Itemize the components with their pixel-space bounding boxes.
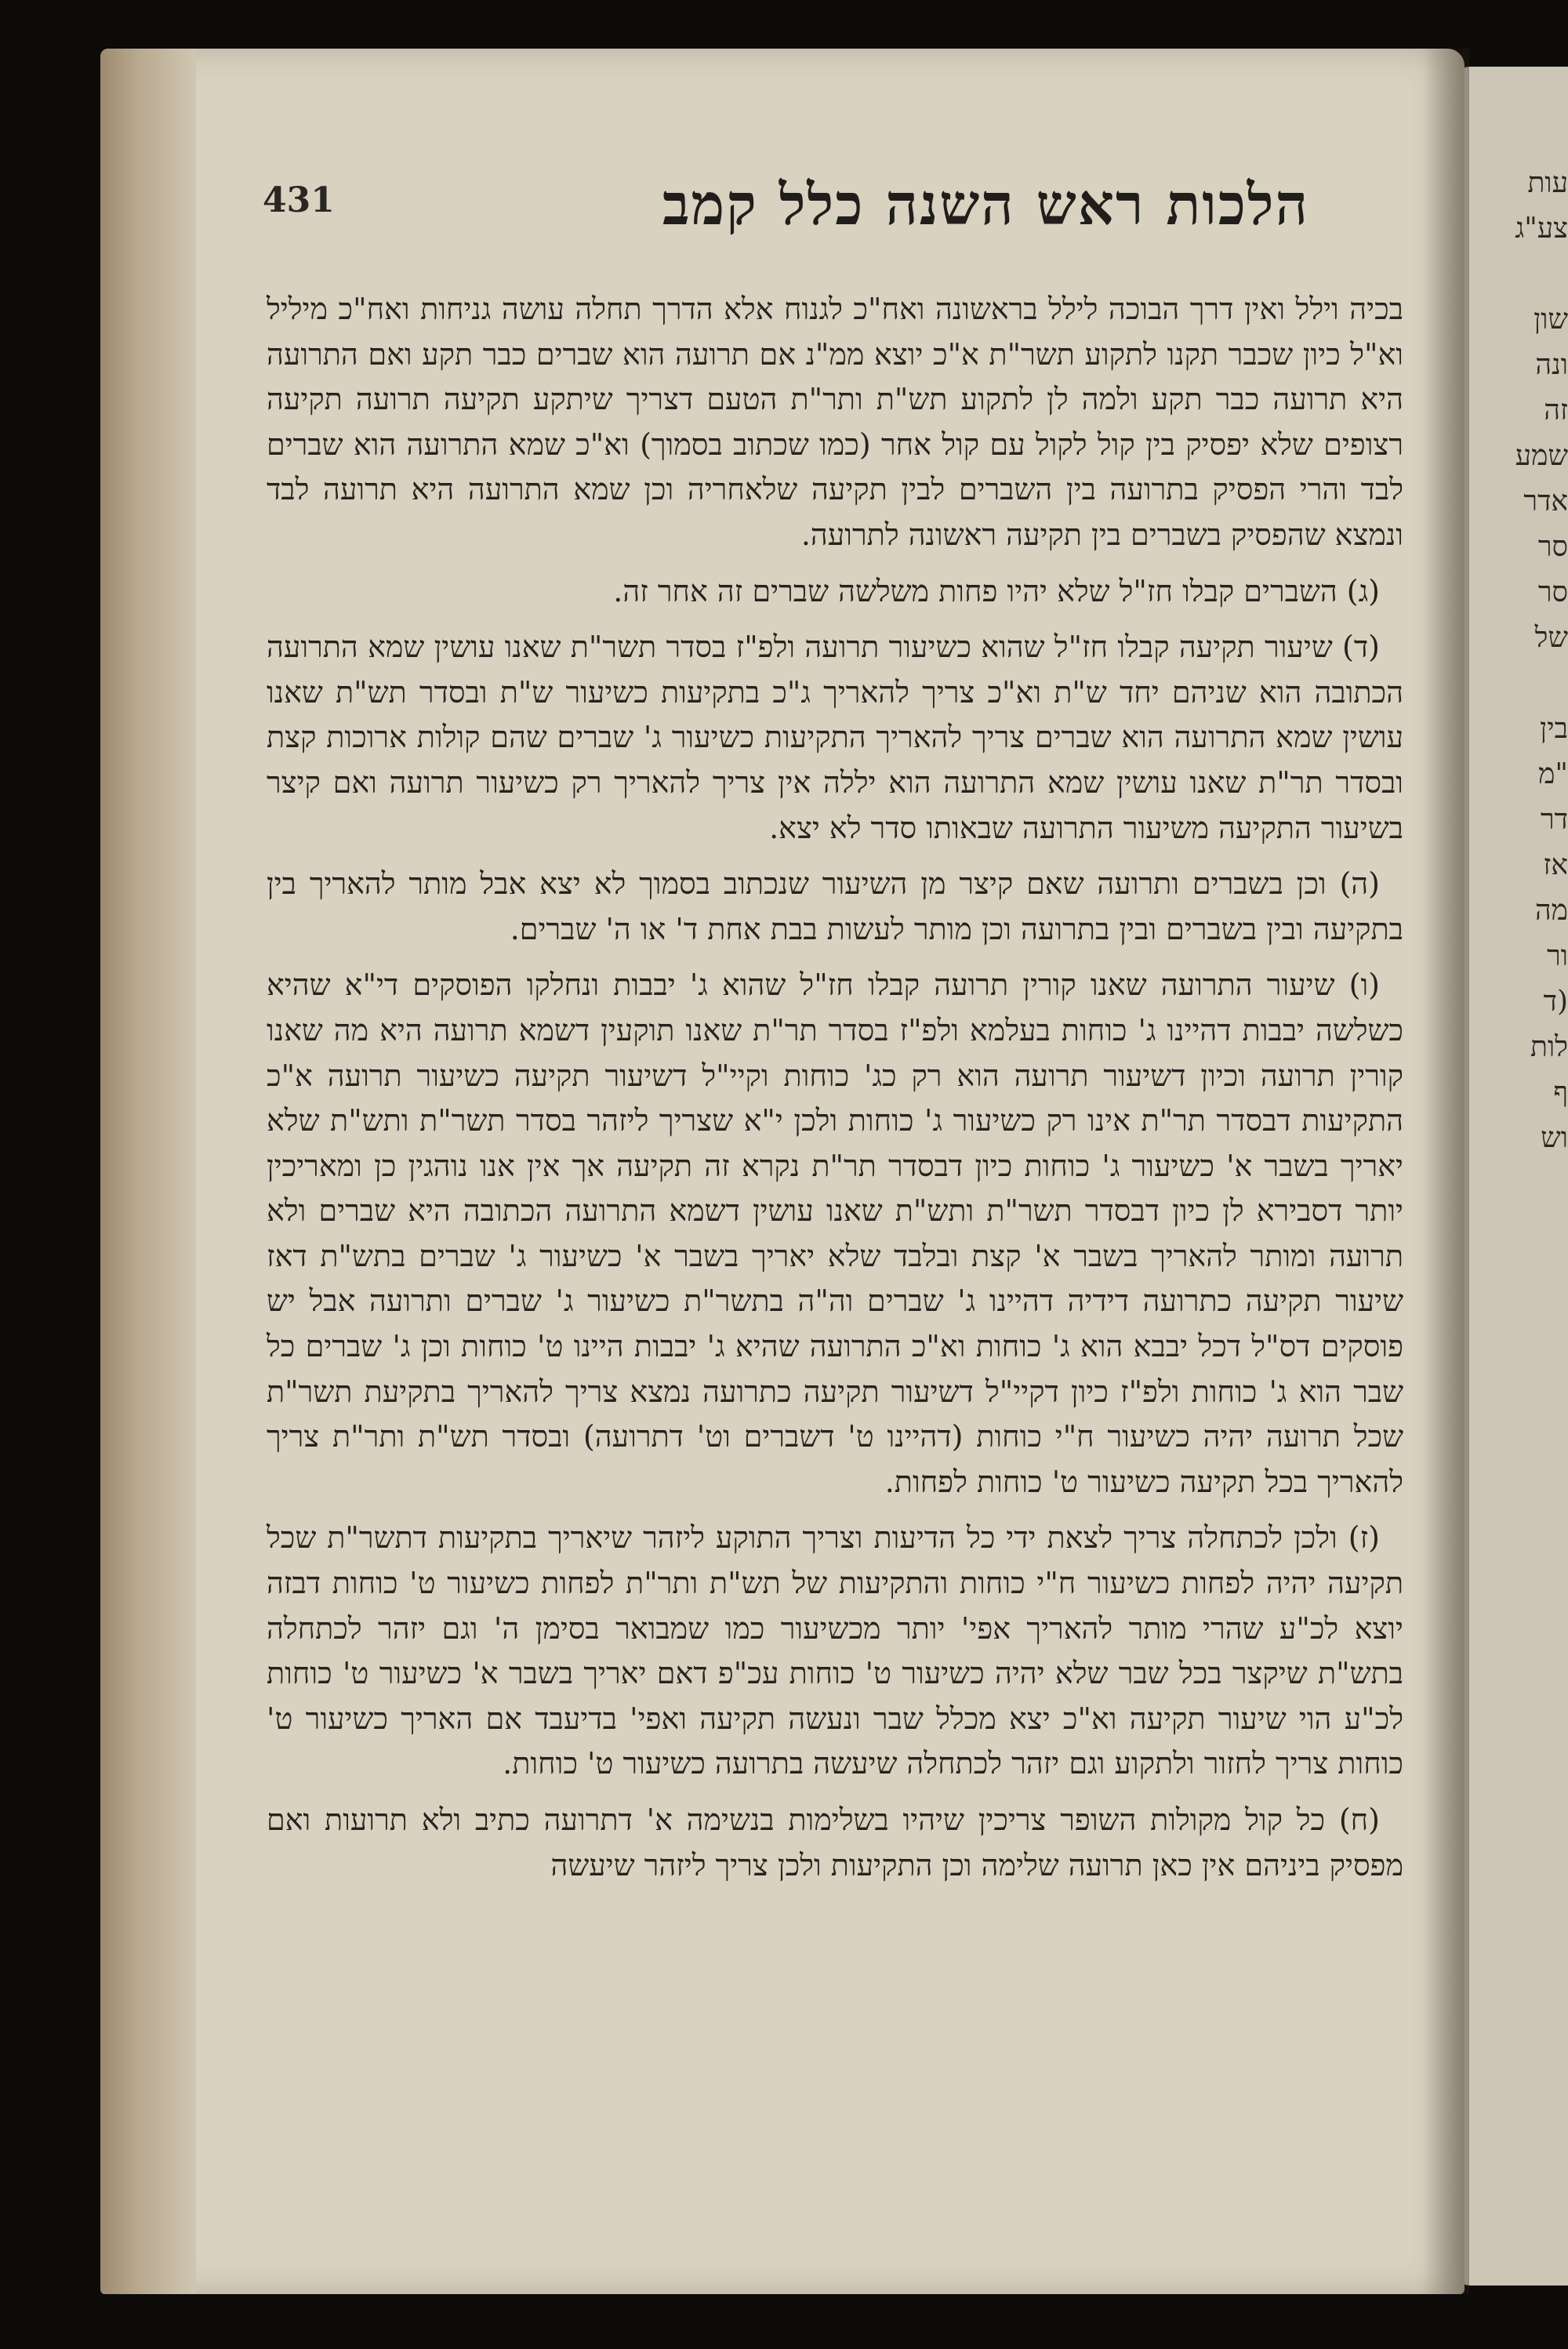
fragment: שון: [1534, 303, 1568, 336]
fragment: אז: [1543, 849, 1568, 881]
paragraph: (ז) ולכן לכתחלה צריך לצאת ידי כל הדיעות וצריך התוקע ליזהר שיאריך בתקיעות דתשר"ת שכל תקיעה יהיה לפחות כשיעור ח"י כוחות והתקיעות של תש"ת ותר"ת לפחות כשיעור ט' כוחות דבזה יוצא לכ"ע שהרי מותר להאריך אפי' יותר מכשיעור כמו שמבואר בסימן ה' וגם יזהר לכתחלה בתש"ת שיקצר בכל שבר שלא יהיה כשיעור ט' כוחות עכ"פ דאם יאריך בשבר א' כשיעור ט' כוחות לכ"ע הוי שיעור תקיעה וא"כ יצא מכלל שבר ונעשה תקיעה ואפי' בדיעבד אם האריך כשיעור ט' כוחות צריך לחזור ולתקוע וגם יזהר לכתחלה שיעשה בתרועה כשיעור ט' כוחות.: [267, 1520, 1403, 1781]
fragment: דר: [1541, 804, 1568, 836]
fragment: זה: [1544, 394, 1568, 427]
running-title: הלכות ראש השנה כלל קמב: [662, 171, 1309, 238]
page-header: [157, 149, 1348, 251]
fragment: אדר: [1523, 485, 1568, 517]
fragment: שמע: [1515, 440, 1568, 472]
fragment: בין: [1540, 713, 1568, 745]
facing-page-text: [1458, 161, 1568, 1161]
paragraph: (ד) שיעור תקיעה קבלו חז"ל שהוא כשיעור תרועה ולפ"ז בסדר תשר"ת שאנו עושין שמא התרועה הכתובה הוא שניהם יחד ש"ת וא"כ צריך להאריך ג"כ בתקיעות כשיעור ש"ת ובסדר תש"ת שאנו עושין שמא התרועה הוא שברים צריך להאריך התקיעות כשיעור ג' שברים שהם קולות ארוכות קצת ובסדר תר"ת שאנו עושין שמא התרועה הוא יללה אין צריך להאריך רק כשיעור תרועה ואם קיצר בשיעור התקיעה משיעור התרועה שבאותו סדר לא יצא.: [267, 630, 1403, 845]
body-text: [267, 287, 1403, 1899]
fragment: ור: [1547, 940, 1568, 972]
paragraph: (ח) כל קול מקולות השופר צריכין שיהיו בשלימות בנשימה א' דתרועה כתיב ולא תרועות ואם מפסיק ביניהם אין כאן תרועה שלימה וכן התקיעות ולכן צריך ליזהר שיעשה: [267, 1803, 1403, 1882]
fragment: וש: [1541, 1122, 1568, 1154]
spine-shadow: [1422, 49, 1469, 2294]
fragment: ף: [1553, 1076, 1568, 1109]
facing-page: [1458, 67, 1568, 2285]
fragment: [1458, 252, 1568, 297]
page-number: 431: [263, 180, 335, 220]
paragraph: (ג) השברים קבלו חז"ל שלא יהיו פחות משלשה שברים זה אחר זה.: [613, 573, 1380, 608]
fragment: סר: [1537, 531, 1568, 563]
fragment: [1458, 661, 1568, 706]
fragment: לות: [1530, 1031, 1568, 1063]
paragraph: (ה) וכן בשברים ותרועה שאם קיצר מן השיעור שנכתוב בסמוך לא יצא אבל מותר להאריך בין בתקיעה ובין בשברים ובין בתרועה וכן מותר לעשות בבת אחת ד' או ה' שברים.: [267, 866, 1403, 946]
paragraph: בכיה וילל ואין דרך הבוכה לילל בראשונה ואח"כ לגנוח אלא הדרך תחלה עושה גניחות ואח"כ מיליל וא"ל כיון שכבר תקנו לתקוע תשר"ת א"כ יוצא ממ"נ אם תרועה הוא שברים כבר תקע ואם התרועה היא תרועה כבר תקע ולמה לן לתקוע תש"ת ותר"ת הטעם דצריך שיתקע תקיעה תרועה תקיעה רצופים שלא יפסיק בין קול לקול עם קול אחר (כמו שכתוב בסמוך) וא"כ שמא התרועה הוא שברים לבד והרי הפסיק בתרועה בין השברים לבין תקיעה שלאחריה וכן שמא התרועה היא תרועה לבד ונמצא שהפסיק בשברים בין תקיעה ראשונה לתרועה.: [267, 292, 1404, 552]
fragment: עות: [1527, 167, 1568, 199]
fragment: ונה: [1535, 349, 1568, 381]
fragment: של: [1534, 622, 1568, 654]
fragment: צע"ג: [1515, 212, 1568, 245]
fragment: מה: [1534, 895, 1568, 927]
fragment: סר: [1537, 576, 1568, 608]
page-edge: [100, 49, 196, 2294]
fragment: (ד: [1543, 986, 1568, 1018]
paragraph: (ו) שיעור התרועה שאנו קורין תרועה קבלו חז"ל שהוא ג' יבבות ונחלקו הפוסקים די"א שהיא כשלשה יבבות דהיינו ג' כוחות בעלמא ולפ"ז בסדר תר"ת שאנו תוקעין דשמא תרועה היא מה שאנו קורין תרועה וכיון דשיעור תרועה הוא רק כג' כוחות וקיי"ל דשיעור תקיעה כשיעור תרועה א"כ התקיעות דבסדר תר"ת אינו רק כשיעור ג' כוחות ולכן י"א שצריך ליזהר בסדר תשר"ת ותש"ת שלא יאריך בשבר א' כשיעור ג' כוחות כיון דבסדר תר"ת נקרא זה תקיעה אך אין אנו נוהגין כן ומאריכין יותר דסבירא לן כיון דבסדר תשר"ת ותש"ת שאנו עושין דשמא התרועה הכתובה היא שברים ולא תרועה ומותר להאריך בשבר א' קצת ובלבד שלא יאריך בשבר א' כשיעור ג' שברים בתש"ת דאז שיעור תקיעה כתרועה דידיה דהיינו ג' שברים וה"ה בתשר"ת כשיעור ג' שברים ותרועה אבל יש פוסקים דס"ל דכל יבבא הוא ג' כוחות וא"כ התרועה שהיא ג' יבבות היינו ט' כוחות וכן ג' שברים כל שבר הוא ג' כוחות ולפ"ז כיון דקיי"ל דשיעור תקיעה כתרועה נמצא צריך להאריך בתקיעת תשר"ת שכל תרועה יהיה כשיעור ח"י כוחות (דהיינו ט' דשברים וט' דתרועה) ובסדר תש"ת ותר"ת צריך להאריך בכל תקיעה כשיעור ט' כוחות לפחות.: [267, 968, 1403, 1499]
fragment: "מ: [1538, 758, 1568, 790]
